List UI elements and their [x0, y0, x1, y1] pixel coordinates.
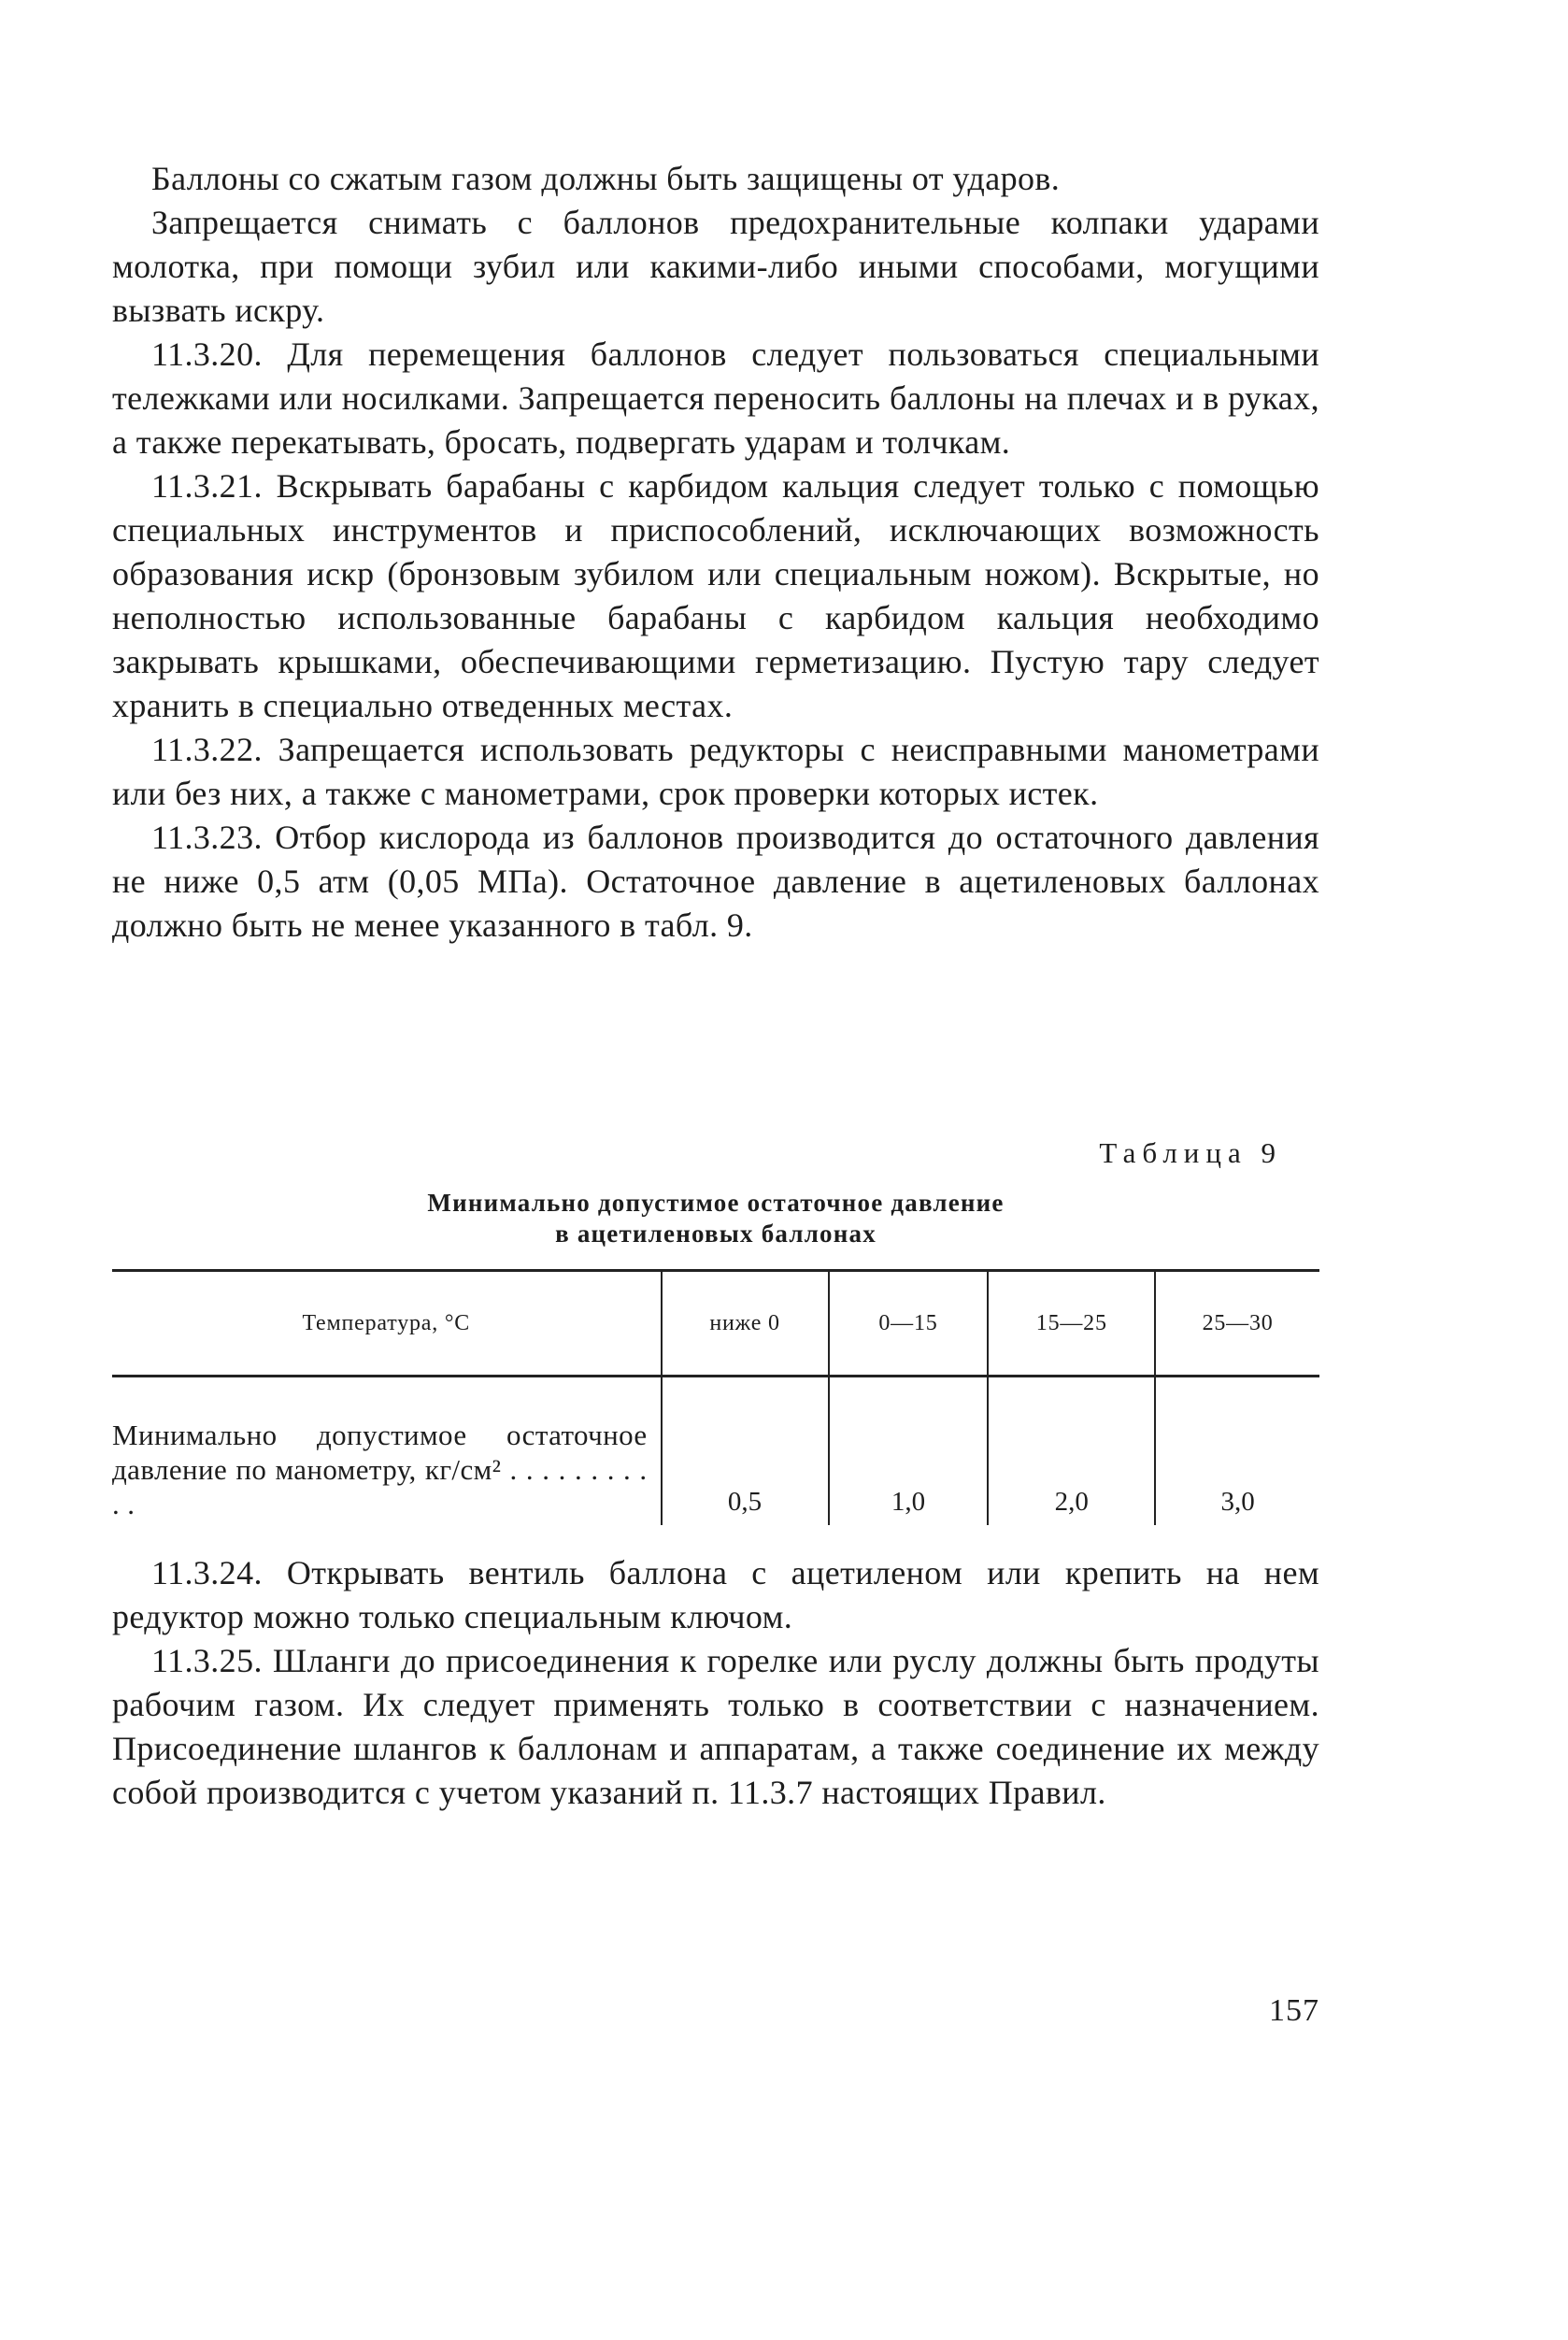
paragraph-11-3-23: 11.3.23. Отбор кислорода из баллонов производится до остаточного давления не ниже 0,5 атм (0,05 МПа). Остаточное давление в ацетиленовых баллонах должно быть не менее указанного в табл. 9. — [112, 819, 1319, 944]
table-title — [112, 1188, 1319, 1249]
table-title-line-1: Минимально допустимое остаточное давление — [427, 1189, 1005, 1217]
paragraph-11-3-21: 11.3.21. Вскрывать барабаны с карбидом кальция следует только с помощью специальных инструментов и приспособлений, исключающих возможность образования искр (бронзовым зубилом или специальным ножом). Вскрытые, но неполностью использованные барабаны с карбидом кальция необходимо закрывать крышками, обеспечивающими герметизацию. Пустую тару следует хранить в специально отведенных местах. — [112, 467, 1319, 724]
table-cell: 1,0 — [829, 1377, 989, 1526]
table-title-line-2: в ацетиленовых баллонах — [555, 1220, 877, 1248]
table-cell: 2,0 — [988, 1377, 1155, 1526]
paragraph-11-3-25: 11.3.25. Шланги до присоединения к горелке или руслу должны быть продуты рабочим газом. Их следует применять только в соответствии с назначением. Присоединение шлангов к баллонам и аппаратам, а также соединение их между собой производится с учетом указаний п. 11.3.7 настоящих Правил. — [112, 1642, 1319, 1811]
table-header-cell: 0—15 — [829, 1271, 989, 1377]
paragraph: Запрещается снимать с баллонов предохранительные колпаки ударами молотка, при помощи зубил или какими-либо иными способами, могущими вызвать искру. — [112, 204, 1319, 329]
paragraph-11-3-24: 11.3.24. Открывать вентиль баллона с ацетиленом или крепить на нем редуктор можно только специальным ключом. — [112, 1554, 1319, 1635]
table-header-cell: 15—25 — [988, 1271, 1155, 1377]
table-header-label: Температура, °С — [302, 1310, 471, 1335]
table-cell: 0,5 — [662, 1377, 829, 1526]
paragraph: Баллоны со сжатым газом должны быть защищены от ударов. — [151, 160, 1061, 197]
table-row-label: Минимально допустимое остаточное давление по манометру, кг/см² . . . . . . . . . . . — [112, 1419, 648, 1520]
pressure-table — [112, 1269, 1319, 1525]
table-cell: 3,0 — [1155, 1377, 1319, 1526]
table-label: Таблица 9 — [1099, 1136, 1282, 1169]
page-number: 157 — [1269, 1993, 1319, 2028]
table-row — [112, 1377, 1319, 1526]
table-header-cell: ниже 0 — [662, 1271, 829, 1377]
table-header-row — [112, 1271, 1319, 1377]
body-text-top — [112, 157, 1319, 948]
paragraph-11-3-20: 11.3.20. Для перемещения баллонов следует пользоваться специальными тележками или носилками. Запрещается переносить баллоны на плечах и в руках, а также перекатывать, бросать, подвергать ударам и толчкам. — [112, 335, 1319, 461]
body-text-bottom — [112, 1551, 1319, 1815]
table-header-cell: 25—30 — [1155, 1271, 1319, 1377]
paragraph-11-3-22: 11.3.22. Запрещается использовать редукторы с неисправными манометрами или без них, а также с манометрами, срок проверки которых истек. — [112, 731, 1319, 812]
